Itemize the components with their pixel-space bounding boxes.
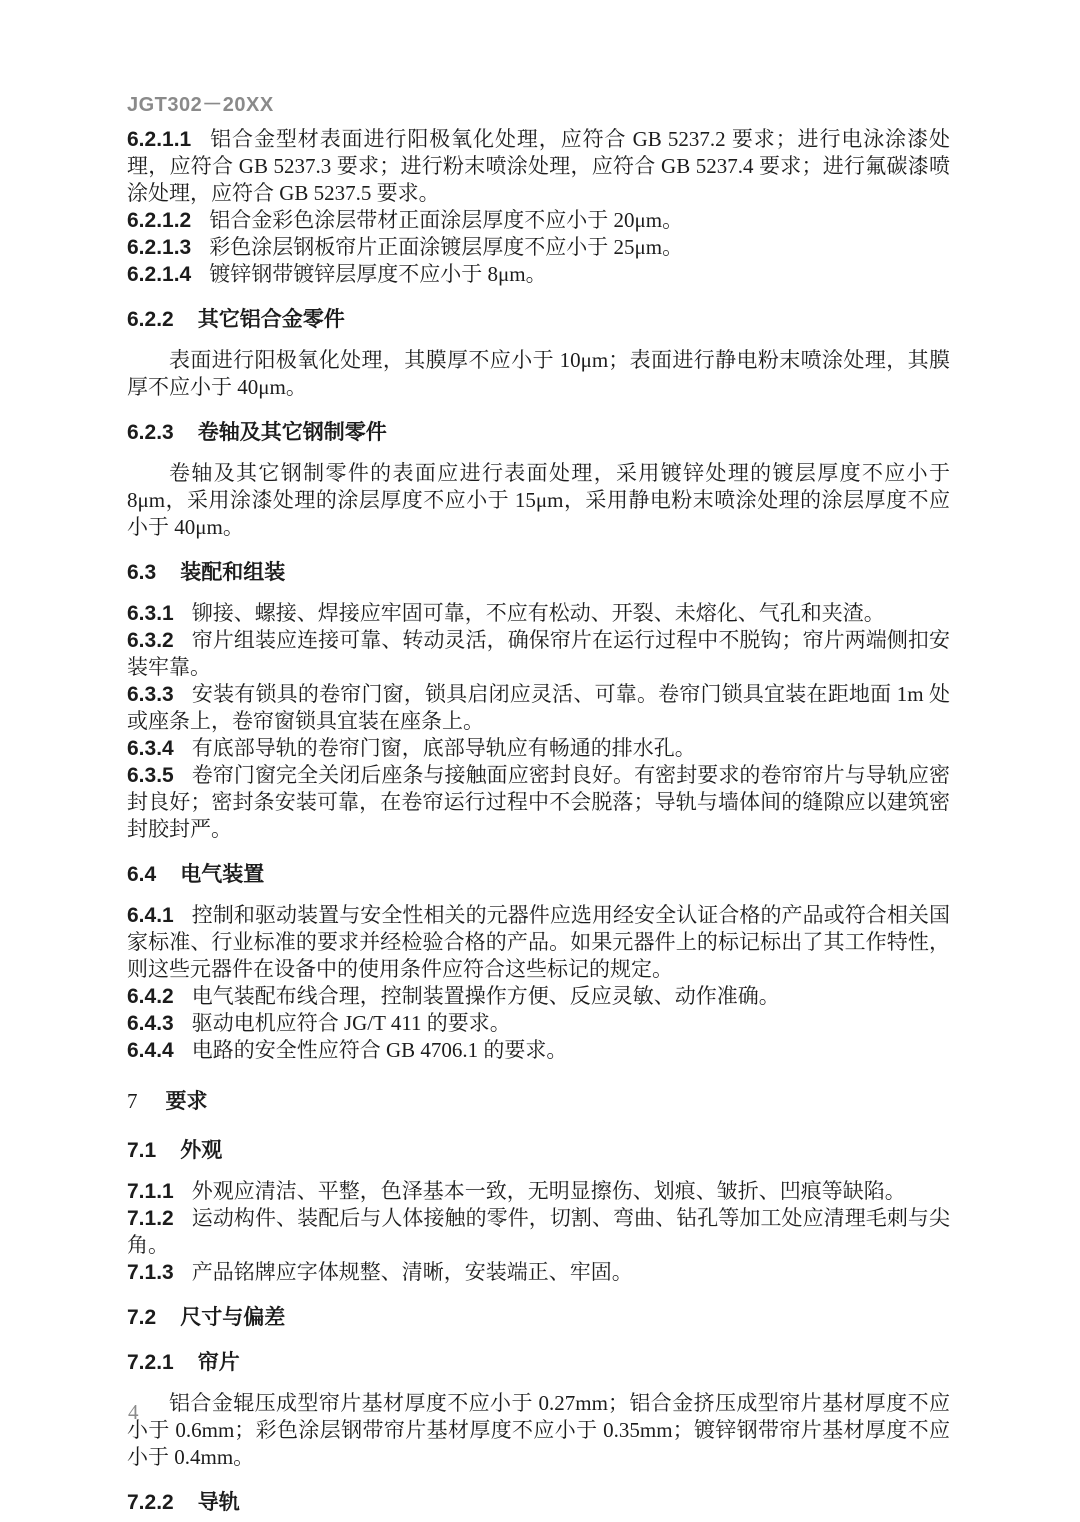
heading-text: 电气装置 [180,863,265,886]
clause-number: 6.2.1.3 [127,236,192,259]
clause-number: 6.2.1.4 [127,263,192,286]
clause-paragraph [127,1259,950,1286]
paragraph-text: 电路的安全性应符合 GB 4706.1 的要求。 [191,1038,568,1062]
clause-number: 6.3.2 [127,629,174,652]
heading-text: 外观 [180,1139,223,1162]
paragraph-text: 彩色涂层钢板帘片正面涂镀层厚度不应小于 25μm。 [209,235,684,259]
paragraph-text: 表面进行阳极氧化处理，其膜厚不应小于 10μm；表面进行静电粉末喷涂处理，其膜厚不应小于 40μm。 [127,348,950,399]
clause-number: 6.3.5 [127,764,174,787]
heading-number: 7.2 [127,1306,157,1329]
heading-number: 6.2.2 [127,308,174,331]
clause-number: 6.2.1.1 [127,128,192,151]
clause-number: 6.3.1 [127,602,174,625]
paragraph-text: 铝合金彩色涂层带材正面涂层厚度不应小于 20μm。 [209,208,684,232]
section-heading [127,1304,950,1331]
heading-number: 7.2.2 [127,1491,174,1514]
clause-paragraph [127,983,950,1010]
clause-paragraph [127,681,950,735]
heading-text: 导轨 [197,1491,240,1514]
clause-paragraph [127,902,950,983]
paragraph-text: 电气装配布线合理，控制装置操作方便、反应灵敏、动作准确。 [191,984,780,1008]
paragraph-text: 卷帘门窗完全关闭后座条与接触面应密封良好。有密封要求的卷帘帘片与导轨应密封良好；密封条安装可靠，在卷帘运行过程中不会脱落；导轨与墙体间的缝隙应以建筑密封胶封严。 [127,763,950,841]
paragraph-text: 铝合金辊压成型帘片基材厚度不应小于 0.27mm；铝合金挤压成型帘片基材厚度不应小于 0.6mm；彩色涂层钢带帘片基材厚度不应小于 0.35mm；镀锌钢带帘片基材厚度不应小于 0.4mm。 [127,1391,950,1469]
heading-text: 要求 [165,1090,208,1113]
clause-paragraph [127,1205,950,1259]
paragraph-text: 安装有锁具的卷帘门窗，锁具启闭应灵活、可靠。卷帘门锁具宜装在距地面 1m 处或座条上，卷帘窗锁具宜装在座条上。 [127,682,950,733]
clause-number: 7.1.2 [127,1207,174,1230]
clause-number: 6.4.4 [127,1039,174,1062]
clause-number: 6.2.1.2 [127,209,192,232]
paragraph-text: 驱动电机应符合 JG/T 411 的要求。 [191,1011,511,1035]
clause-number: 7.1.1 [127,1180,174,1203]
body-paragraph [127,1390,950,1471]
section-heading [127,306,950,333]
clause-paragraph [127,126,950,207]
clause-paragraph [127,234,950,261]
paragraph-text: 铆接、螺接、焊接应牢固可靠，不应有松动、开裂、未熔化、气孔和夹渣。 [191,601,885,625]
heading-number: 7.1 [127,1139,157,1162]
body-paragraph [127,347,950,401]
clause-paragraph [127,1010,950,1037]
document-header-code: JGT302－20XX [127,94,274,116]
paragraph-text: 控制和驱动装置与安全性相关的元器件应选用经安全认证合格的产品或符合相关国家标准、行业标准的要求并经检验合格的产品。如果元器件上的标记标出了其工作特性，则这些元器件在设备中的使用条件应符合这些标记的规定。 [127,903,950,981]
heading-number: 6.4 [127,863,157,886]
heading-text: 卷轴及其它钢制零件 [197,421,387,444]
heading-text: 帘片 [197,1351,240,1374]
section-heading [127,1137,950,1164]
clause-paragraph [127,207,950,234]
paragraph-text: 帘片组装应连接可靠、转动灵活，确保帘片在运行过程中不脱钩；帘片两端侧扣安装牢靠。 [127,628,950,679]
clause-paragraph [127,600,950,627]
section-heading [127,1349,950,1376]
heading-text: 装配和组装 [180,561,286,584]
paragraph-text: 铝合金型材表面进行阳极氧化处理，应符合 GB 5237.2 要求；进行电泳涂漆处理，应符合 GB 5237.3 要求；进行粉末喷涂处理，应符合 GB 5237.4 要求；进行氟碳漆喷涂处理，应符合 GB 5237.5 要求。 [127,127,950,205]
body-paragraph [127,460,950,541]
section-heading [127,559,950,586]
clause-number: 6.3.3 [127,683,174,706]
clause-paragraph [127,762,950,843]
clause-number: 7.1.3 [127,1261,174,1284]
section-heading [127,1489,950,1516]
clause-paragraph [127,627,950,681]
paragraph-text: 外观应清洁、平整，色泽基本一致，无明显擦伤、划痕、皱折、凹痕等缺陷。 [191,1179,906,1203]
section-heading [127,419,950,446]
clause-number: 6.4.3 [127,1012,174,1035]
heading-number: 7 [127,1089,138,1113]
clause-paragraph [127,1178,950,1205]
heading-number: 6.3 [127,561,157,584]
section-heading [127,861,950,888]
chapter-heading [127,1088,950,1115]
clause-number: 6.3.4 [127,737,174,760]
paragraph-text: 有底部导轨的卷帘门窗，底部导轨应有畅通的排水孔。 [191,736,696,760]
heading-number: 7.2.1 [127,1351,174,1374]
heading-number: 6.2.3 [127,421,174,444]
paragraph-text: 运动构件、装配后与人体接触的零件，切割、弯曲、钻孔等加工处应清理毛刺与尖角。 [127,1206,950,1257]
clause-number: 6.4.2 [127,985,174,1008]
paragraph-text: 镀锌钢带镀锌层厚度不应小于 8μm。 [209,262,547,286]
document-body [127,126,950,1516]
clause-paragraph [127,261,950,288]
paragraph-text: 产品铭牌应字体规整、清晰，安装端正、牢固。 [191,1260,633,1284]
heading-text: 其它铝合金零件 [197,308,345,331]
clause-paragraph [127,735,950,762]
page-number: 4 [128,1400,139,1424]
paragraph-text: 卷轴及其它钢制零件的表面应进行表面处理，采用镀锌处理的镀层厚度不应小于 8μm，采用涂漆处理的涂层厚度不应小于 15μm，采用静电粉末喷涂处理的涂层厚度不应小于 40μm。 [127,461,950,539]
clause-paragraph [127,1037,950,1064]
clause-number: 6.4.1 [127,904,174,927]
heading-text: 尺寸与偏差 [180,1306,286,1329]
